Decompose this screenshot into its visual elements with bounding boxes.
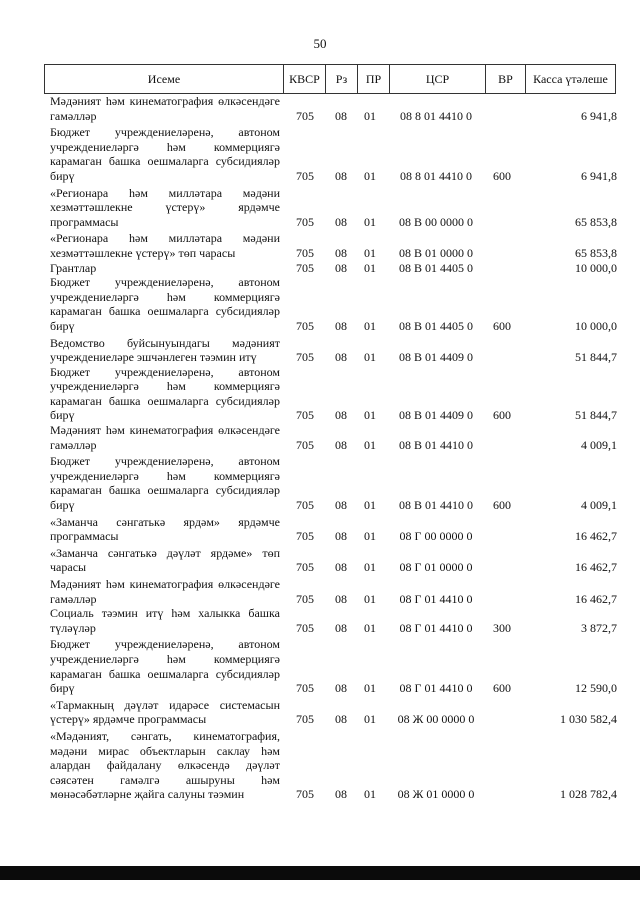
row-kassa: 16 462,7 (575, 591, 617, 606)
row-kvsr: 705 (296, 214, 314, 229)
row-pr: 01 (364, 108, 376, 123)
row-kassa: 51 844,7 (575, 408, 617, 423)
row-rz: 08 (335, 591, 347, 606)
table-row (44, 231, 616, 260)
row-kvsr: 705 (296, 591, 314, 606)
row-pr: 01 (364, 560, 376, 575)
row-kassa: 51 844,7 (575, 350, 617, 365)
col-header-rz: Рз (325, 65, 357, 93)
table-row (44, 423, 616, 452)
row-kassa: 10 000,0 (575, 318, 617, 333)
row-name: «Тармакның дәүләт идарәсе системасын үстерү» ярдәмче программасы (50, 697, 280, 727)
row-rz: 08 (335, 712, 347, 727)
table-row (44, 125, 616, 183)
table-body (44, 94, 616, 802)
row-kvsr: 705 (296, 245, 314, 260)
row-rz: 08 (335, 168, 347, 183)
table-row (44, 336, 616, 365)
row-csr: 08 Ж 00 0000 0 (397, 712, 475, 727)
row-kvsr: 705 (296, 712, 314, 727)
table-header (44, 64, 616, 94)
row-vr: 600 (493, 408, 511, 423)
row-csr: 08 Г 01 4410 0 (399, 620, 473, 635)
table-row (44, 546, 616, 575)
row-name: «Мәдәният, сәнгать, кинематография, мәдәни мирас объектларын саклау һәм алардан файдалану өлкәсендә дәүләт сәясәтен гамәлгә ашыруны һәм мөнәсәбәтләрне җайга салуны тәэмин (50, 728, 280, 802)
table-row (44, 275, 616, 333)
row-pr: 01 (364, 214, 376, 229)
row-pr: 01 (364, 260, 376, 275)
row-name: Мәдәният һәм кинематография өлкәсендәге гамәлләр (50, 577, 280, 606)
row-name: Бюджет учреждениеләренә, автоном учреждениеләргә һәм коммерциягә карамаган башка оешмаларга субсидияләр бирү (50, 275, 280, 333)
table-row (44, 186, 616, 230)
row-csr: 08 В 01 4410 0 (398, 437, 473, 452)
table-row (44, 365, 616, 423)
row-name: «Заманча сәнгатькә дәүләт ярдәме» төп чарасы (50, 545, 280, 575)
row-rz: 08 (335, 787, 347, 802)
row-csr: 08 В 01 4405 0 (398, 318, 473, 333)
row-kassa: 4 009,1 (581, 437, 617, 452)
row-name: «Регионара һәм милләтара мәдәни хезмәттәшлекне үстерү» төп чарасы (50, 231, 280, 260)
row-kvsr: 705 (296, 437, 314, 452)
row-kassa: 12 590,0 (575, 681, 617, 696)
row-kvsr: 705 (296, 260, 314, 275)
row-name: Мәдәният һәм кинематография өлкәсендәге гамәлләр (50, 423, 280, 452)
row-csr: 08 В 01 4409 0 (398, 408, 473, 423)
row-pr: 01 (364, 168, 376, 183)
row-kvsr: 705 (296, 108, 314, 123)
row-kassa: 3 872,7 (581, 620, 617, 635)
row-kvsr: 705 (296, 620, 314, 635)
row-rz: 08 (335, 560, 347, 575)
table-row (44, 606, 616, 635)
row-kassa: 16 462,7 (575, 560, 617, 575)
row-rz: 08 (335, 245, 347, 260)
row-rz: 08 (335, 529, 347, 544)
row-kassa: 65 853,8 (575, 214, 617, 229)
budget-table (44, 64, 616, 802)
row-name: Грантлар (50, 260, 97, 275)
row-csr: 08 Г 00 0000 0 (399, 529, 473, 544)
row-pr: 01 (364, 350, 376, 365)
row-pr: 01 (364, 620, 376, 635)
row-rz: 08 (335, 620, 347, 635)
row-kassa: 6 941,8 (581, 168, 617, 183)
col-header-csr: ЦСР (389, 65, 485, 93)
row-pr: 01 (364, 437, 376, 452)
row-kvsr: 705 (296, 787, 314, 802)
row-kvsr: 705 (296, 168, 314, 183)
row-vr: 600 (493, 168, 511, 183)
row-vr: 600 (493, 318, 511, 333)
row-pr: 01 (364, 498, 376, 513)
row-kassa: 1 028 782,4 (560, 787, 617, 802)
row-name: Бюджет учреждениеләренә, автоном учреждениеләргә һәм коммерциягә карамаган башка оешмаларга субсидияләр бирү (50, 364, 280, 423)
row-csr: 08 Г 01 4410 0 (399, 681, 473, 696)
row-rz: 08 (335, 108, 347, 123)
row-vr: 600 (493, 681, 511, 696)
row-csr: 08 Г 01 4410 0 (399, 591, 473, 606)
table-row (44, 729, 616, 802)
col-header-vr: ВР (485, 65, 525, 93)
row-name: «Заманча сәнгатькә ярдәм» ярдәмче программасы (50, 514, 280, 544)
row-csr: 08 Ж 01 0000 0 (397, 787, 475, 802)
row-name: Бюджет учреждениеләренә, автоном учреждениеләргә һәм коммерциягә карамаган башка оешмаларга субсидияләр бирү (50, 454, 280, 513)
row-rz: 08 (335, 437, 347, 452)
row-kassa: 6 941,8 (581, 108, 617, 123)
row-kvsr: 705 (296, 408, 314, 423)
row-csr: 08 В 01 4409 0 (398, 350, 473, 365)
row-name: Мәдәният һәм кинематография өлкәсендәге гамәлләр (50, 94, 280, 123)
row-csr: 08 В 00 0000 0 (398, 214, 473, 229)
row-name: Социаль тәэмин итү һәм халыкка башка түләүләр (50, 606, 280, 635)
row-vr: 600 (493, 498, 511, 513)
table-row (44, 698, 616, 727)
row-csr: 08 В 01 4410 0 (398, 498, 473, 513)
row-csr: 08 8 01 4410 0 (400, 108, 472, 123)
row-pr: 01 (364, 408, 376, 423)
table-row (44, 261, 616, 276)
row-kassa: 16 462,7 (575, 529, 617, 544)
table-row (44, 454, 616, 512)
row-name: Ведомство буйсынуындагы мәдәният учреждениеләре эшчәнлеген тәэмин итү (50, 335, 280, 365)
row-kvsr: 705 (296, 498, 314, 513)
row-kvsr: 705 (296, 350, 314, 365)
row-kvsr: 705 (296, 681, 314, 696)
row-kvsr: 705 (296, 560, 314, 575)
table-row (44, 515, 616, 544)
row-pr: 01 (364, 529, 376, 544)
col-header-kassa: Касса үтәлеше (525, 65, 615, 93)
row-name: Бюджет учреждениеләренә, автоном учреждениеләргә һәм коммерциягә карамаган башка оешмаларга субсидияләр бирү (50, 125, 280, 183)
page-number: 50 (313, 36, 327, 51)
row-pr: 01 (364, 318, 376, 333)
row-vr: 300 (493, 620, 511, 635)
row-name: «Регионара һәм милләтара мәдәни хезмәттәшлекне үстерү» ярдәмче программасы (50, 185, 280, 229)
row-pr: 01 (364, 681, 376, 696)
col-header-pr: ПР (357, 65, 389, 93)
scan-edge-bar (0, 866, 640, 880)
row-pr: 01 (364, 712, 376, 727)
row-csr: 08 8 01 4410 0 (400, 168, 472, 183)
table-row (44, 94, 616, 123)
row-rz: 08 (335, 260, 347, 275)
row-kvsr: 705 (296, 318, 314, 333)
row-csr: 08 В 01 0000 0 (398, 245, 473, 260)
row-rz: 08 (335, 408, 347, 423)
row-rz: 08 (335, 681, 347, 696)
row-kassa: 10 000,0 (575, 260, 617, 275)
col-header-kvsr: КВСР (283, 65, 325, 93)
row-rz: 08 (335, 498, 347, 513)
row-rz: 08 (335, 214, 347, 229)
row-csr: 08 В 01 4405 0 (398, 260, 473, 275)
table-row (44, 577, 616, 606)
row-pr: 01 (364, 245, 376, 260)
row-rz: 08 (335, 318, 347, 333)
row-name: Бюджет учреждениеләренә, автоном учреждениеләргә һәм коммерциягә карамаган башка оешмаларга субсидияләр бирү (50, 637, 280, 696)
table-row (44, 637, 616, 695)
row-rz: 08 (335, 350, 347, 365)
row-pr: 01 (364, 591, 376, 606)
row-kassa: 1 030 582,4 (560, 712, 617, 727)
row-kvsr: 705 (296, 529, 314, 544)
row-csr: 08 Г 01 0000 0 (399, 560, 473, 575)
row-kassa: 65 853,8 (575, 245, 617, 260)
col-header-name: Исеме (147, 72, 181, 86)
row-pr: 01 (364, 787, 376, 802)
row-kassa: 4 009,1 (581, 498, 617, 513)
